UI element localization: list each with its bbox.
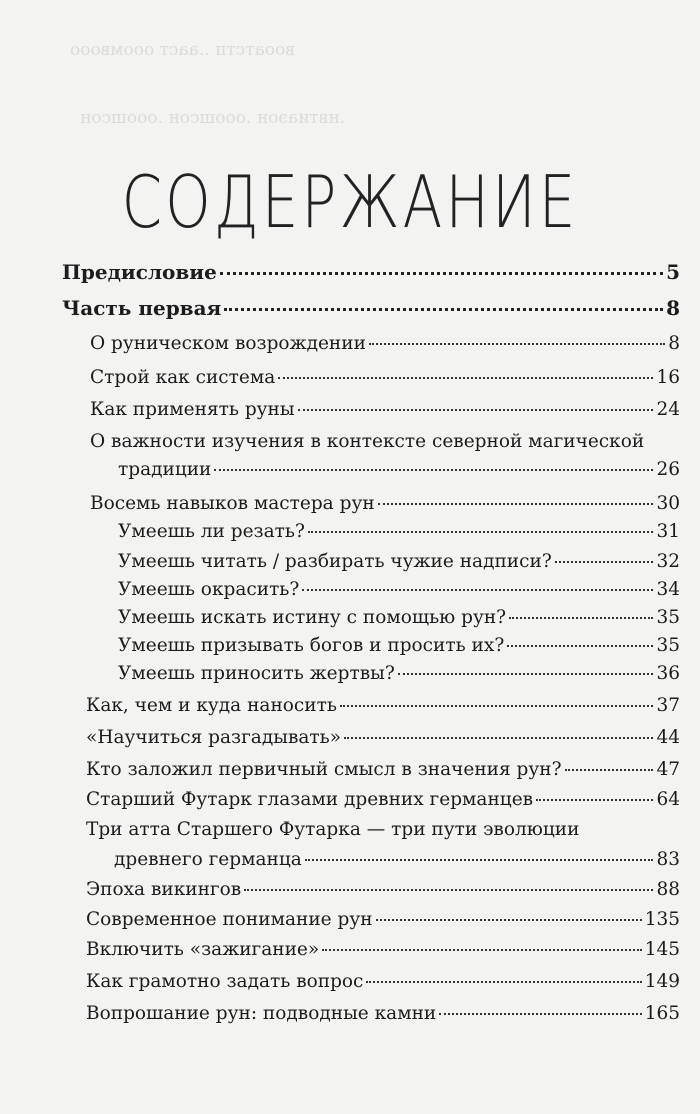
dot-leader [224,308,663,311]
toc-entry-label: О руническом возрождении [90,333,366,354]
dot-leader [302,589,653,591]
dot-leader [565,769,654,771]
toc-entry[interactable] [86,968,680,996]
toc-entry-page: 24 [656,399,680,420]
toc-entry-label: Строй как система [90,367,276,388]
toc-entry-page: 32 [656,551,680,572]
toc-entry-page: 16 [656,367,680,388]
toc-entry-label: Старший Футарк глазами древних германцев [86,789,534,810]
toc-entry-label: древнего германца [114,849,302,870]
toc-entry-label: Умеешь призывать богов и просить их? [118,635,505,656]
dot-leader [378,503,654,505]
toc-entry-page: 47 [656,759,680,780]
dot-leader [439,1013,641,1015]
toc-entry-page: 30 [656,493,680,514]
toc-entry[interactable] [86,724,680,752]
toc-entry-page: 34 [656,579,680,600]
toc-entry-label: Часть первая [62,296,222,320]
dot-leader [298,409,654,411]
toc-entry-label: Предисловие [62,260,217,284]
toc-entry-label: Восемь навыков мастера рун [90,493,375,514]
toc-entry[interactable] [86,936,680,964]
toc-entry[interactable] [86,876,680,904]
toc-entry[interactable] [86,906,680,934]
toc-entry-part-one[interactable] [62,294,680,322]
dot-leader [220,272,663,275]
toc-entry-label: Эпоха викингов [86,879,242,900]
toc-entry-page: 145 [644,939,680,960]
dot-leader [555,561,654,563]
toc-entry[interactable] [90,364,680,392]
toc-entry[interactable] [114,846,680,874]
toc-entry-page: 149 [644,971,680,992]
dot-leader [369,343,665,345]
ghost-text-2: .нвтиаэон .ооошсон .ооошсон [80,108,346,128]
toc-entry[interactable] [118,576,680,604]
toc-entry[interactable] [86,786,680,814]
dot-leader [376,919,642,921]
toc-entry-label: Умеешь ли резать? [118,521,305,542]
toc-entry[interactable] [86,756,680,784]
toc-entry[interactable] [118,660,680,688]
ghost-text-1: вооатстп ..ааст ооомвооо [70,40,295,60]
toc-entry-label: Как грамотно задать вопрос [86,971,364,992]
toc-entry-page: 37 [656,695,680,716]
dot-leader [308,531,654,533]
dot-leader [507,645,653,647]
dot-leader [278,377,653,379]
toc-entry-page: 31 [656,521,680,542]
toc-entry-label: Как, чем и куда наносить [86,695,337,716]
dot-leader [536,799,653,801]
dot-leader [340,705,654,707]
toc-entry[interactable] [118,604,680,632]
toc-entry-page: 44 [656,727,680,748]
dot-leader [214,469,653,471]
toc-entry-page: 36 [656,663,680,684]
toc-entry[interactable] [118,632,680,660]
toc-entry-page: 26 [656,459,680,480]
toc-entry-label-line1: Три атта Старшего Футарка — три пути эволюции [86,819,580,840]
toc-entry-page: 83 [656,849,680,870]
toc-entry[interactable] [90,330,680,358]
toc-entry-page: 88 [656,879,680,900]
toc-entry-label-line1: О важности изучения в контексте северной магической [90,431,645,452]
dot-leader [509,617,653,619]
toc-entry-page: 35 [656,635,680,656]
toc-entry-label: Кто заложил первичный смысл в значения рун? [86,759,562,780]
toc-entry-page: 135 [644,909,680,930]
toc-entry[interactable] [118,548,680,576]
toc-entry-page: 35 [656,607,680,628]
toc-entry-label: Современное понимание рун [86,909,373,930]
dot-leader [322,949,641,951]
toc-entry-label: Умеешь искать истину с помощью рун? [118,607,507,628]
page-title: СОДЕРЖАНИЕ [121,159,579,245]
toc-entry-page: 8 [666,296,680,320]
toc-entry-label: Вопрошание рун: подводные камни [86,1003,437,1024]
toc-entry-label: «Научиться разгадывать» [86,727,342,748]
toc-entry[interactable] [86,692,680,720]
toc-entry-label: Умеешь окрасить? [118,579,300,600]
toc-entry-preface[interactable] [62,258,680,286]
dot-leader [344,737,653,739]
dot-leader [398,673,654,675]
toc-entry-page: 64 [656,789,680,810]
toc-entry-label: Как применять руны [90,399,295,420]
toc-entry-page: 8 [668,333,680,354]
toc-entry[interactable] [86,1000,680,1028]
toc-entry-page: 165 [644,1003,680,1024]
dot-leader [305,859,654,861]
toc-entry-page: 5 [666,260,680,284]
dot-leader [366,981,641,983]
toc-entry-label: традиции [118,459,212,480]
toc-entry-label: Умеешь приносить жертвы? [118,663,395,684]
dot-leader [244,889,653,891]
toc-entry-label: Включить «зажигание» [86,939,320,960]
toc-entry-label: Умеешь читать / разбирать чужие надписи? [118,551,552,572]
toc-entry[interactable] [90,490,680,518]
toc-entry[interactable] [90,396,680,424]
toc-entry[interactable] [118,456,680,484]
toc-entry[interactable] [118,518,680,546]
